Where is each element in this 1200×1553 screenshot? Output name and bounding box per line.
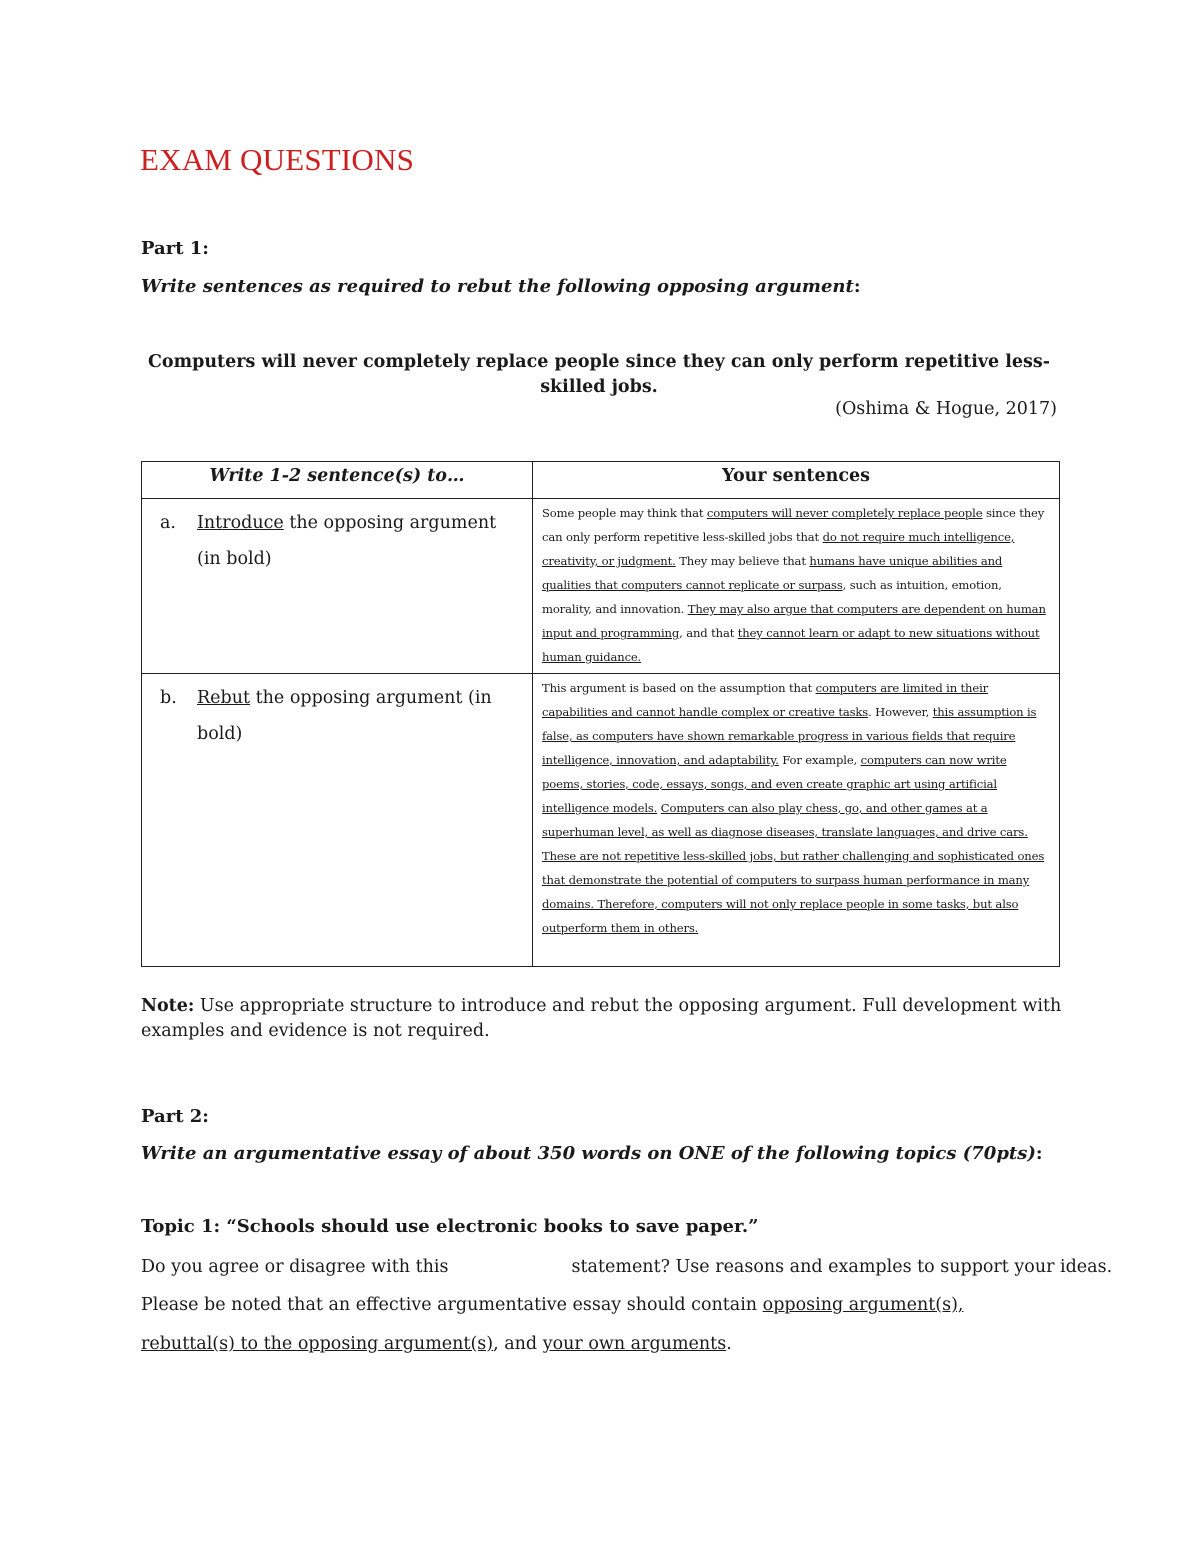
row-label: b. [160, 688, 177, 708]
answer-text: since they can only perform repetitive less-skilled jobs that [542, 506, 1045, 544]
note-label: Note: [141, 996, 195, 1016]
answer-text: For example, [778, 753, 861, 767]
task-cell-a [142, 499, 533, 674]
task-rest: the opposing argument (in bold) [197, 513, 497, 569]
essay-question-end: statement? Use reasons and examples to support your ideas. [571, 1257, 1113, 1277]
guidance-text: Please be noted that an effective argumentative essay should contain [141, 1295, 763, 1315]
answer-underlined-text: computers will never completely replace people [706, 506, 983, 520]
task-keyword: Introduce [197, 513, 284, 533]
essay-guidance-line-1 [141, 1295, 963, 1315]
answer-cell-a[interactable] [533, 499, 1060, 674]
answer-underlined-text: they cannot learn or adapt to new situations without human guidance. [542, 626, 1040, 664]
table-row [142, 499, 1060, 674]
part2-instruction [141, 1143, 1043, 1164]
topic-label: Topic 1: [141, 1216, 227, 1237]
essay-guidance-line-2 [141, 1334, 732, 1354]
answer-cell-b[interactable] [533, 674, 1060, 967]
note [141, 994, 1071, 1044]
page-title: EXAM QUESTIONS [140, 142, 415, 177]
rebuttal-term: rebuttal(s) to the opposing argument(s) [141, 1334, 494, 1354]
own-arguments-term: your own arguments [542, 1334, 727, 1354]
quote-citation: (Oshima & Hogue, 2017) [835, 399, 1057, 419]
answer-underlined-text: computers are limited in their capabilities and cannot handle complex or creative tasks [542, 681, 989, 719]
task-text [197, 505, 509, 577]
answer-text: Some people may think that [542, 506, 707, 520]
part2-instruction-colon: : [1035, 1143, 1043, 1164]
opposing-argument-quote: Computers will never completely replace people since they can only perform repetitive less-skilled jobs. [147, 352, 1050, 397]
guidance-connector: , and [493, 1334, 543, 1354]
answer-text: . However, [868, 705, 933, 719]
part1-heading: Part 1: [141, 238, 209, 259]
opposing-argument-term: opposing argument(s), [762, 1295, 964, 1315]
answer-underlined-text: Computers can also play chess, go, and other games at a superhuman level, as well as diagnose diseases, translate languages, and drive cars. [542, 801, 1028, 839]
answer-underlined-text: These are not repetitive less-skilled jobs, but rather challenging and sophisticated ones that demonstrate the potential of computers to surpass human performance in many domains. Therefore, computers will not only replace people in some tasks, but also outperform them in others. [542, 849, 1045, 935]
task-keyword: Rebut [197, 688, 251, 708]
task-cell-b [142, 674, 533, 967]
part2-heading: Part 2: [141, 1106, 209, 1127]
answer-underlined-text: computers can now write poems, stories, code, essays, songs, and even create graphic art using artificial intelligence models. [542, 753, 1007, 815]
answer-text: This argument is based on the assumption that [542, 681, 816, 695]
part1-instruction [141, 276, 860, 297]
part1-instruction-text: Write sentences as required to rebut the following opposing argument [141, 276, 854, 297]
part2-instruction-text: Write an argumentative essay of about 350 words on ONE of the following topics (70pts) [141, 1143, 1036, 1164]
row-label: a. [160, 513, 176, 533]
answer-underlined-text: this assumption is false, as computers have shown remarkable progress in various fields that require intelligence, innovation, and adaptability. [542, 705, 1037, 767]
answer-underlined-text: humans have unique abilities and qualities that computers cannot replicate or surpass [542, 554, 1003, 592]
answer-text: They may believe that [675, 554, 810, 568]
answer-text: , and that [679, 626, 738, 640]
part1-instruction-colon: : [853, 276, 861, 297]
rebuttal-table [141, 461, 1060, 967]
topic-statement: “Schools should use electronic books to save paper.” [226, 1216, 759, 1237]
essay-question-line [141, 1257, 1112, 1277]
answer-underlined-text: They may also argue that computers are dependent on human input and programming [542, 602, 1046, 640]
note-text: Use appropriate structure to introduce and rebut the opposing argument. Full development with examples and evidence is not required. [141, 996, 1062, 1041]
topic-1 [141, 1216, 758, 1237]
table-header-row [142, 462, 1060, 499]
essay-question-start: Do you agree or disagree with this [141, 1257, 449, 1277]
table-row [142, 674, 1060, 967]
answer-underlined-text: do not require much intelligence, creativity, or judgment. [542, 530, 1015, 568]
table-header-answer: Your sentences [533, 462, 1060, 499]
task-text [197, 680, 509, 752]
task-rest: the opposing argument (in bold) [197, 688, 492, 744]
guidance-end: . [726, 1334, 732, 1354]
answer-text: , such as intuition, emotion, morality, and innovation. [542, 578, 1002, 616]
table-header-task: Write 1-2 sentence(s) to… [142, 462, 533, 499]
